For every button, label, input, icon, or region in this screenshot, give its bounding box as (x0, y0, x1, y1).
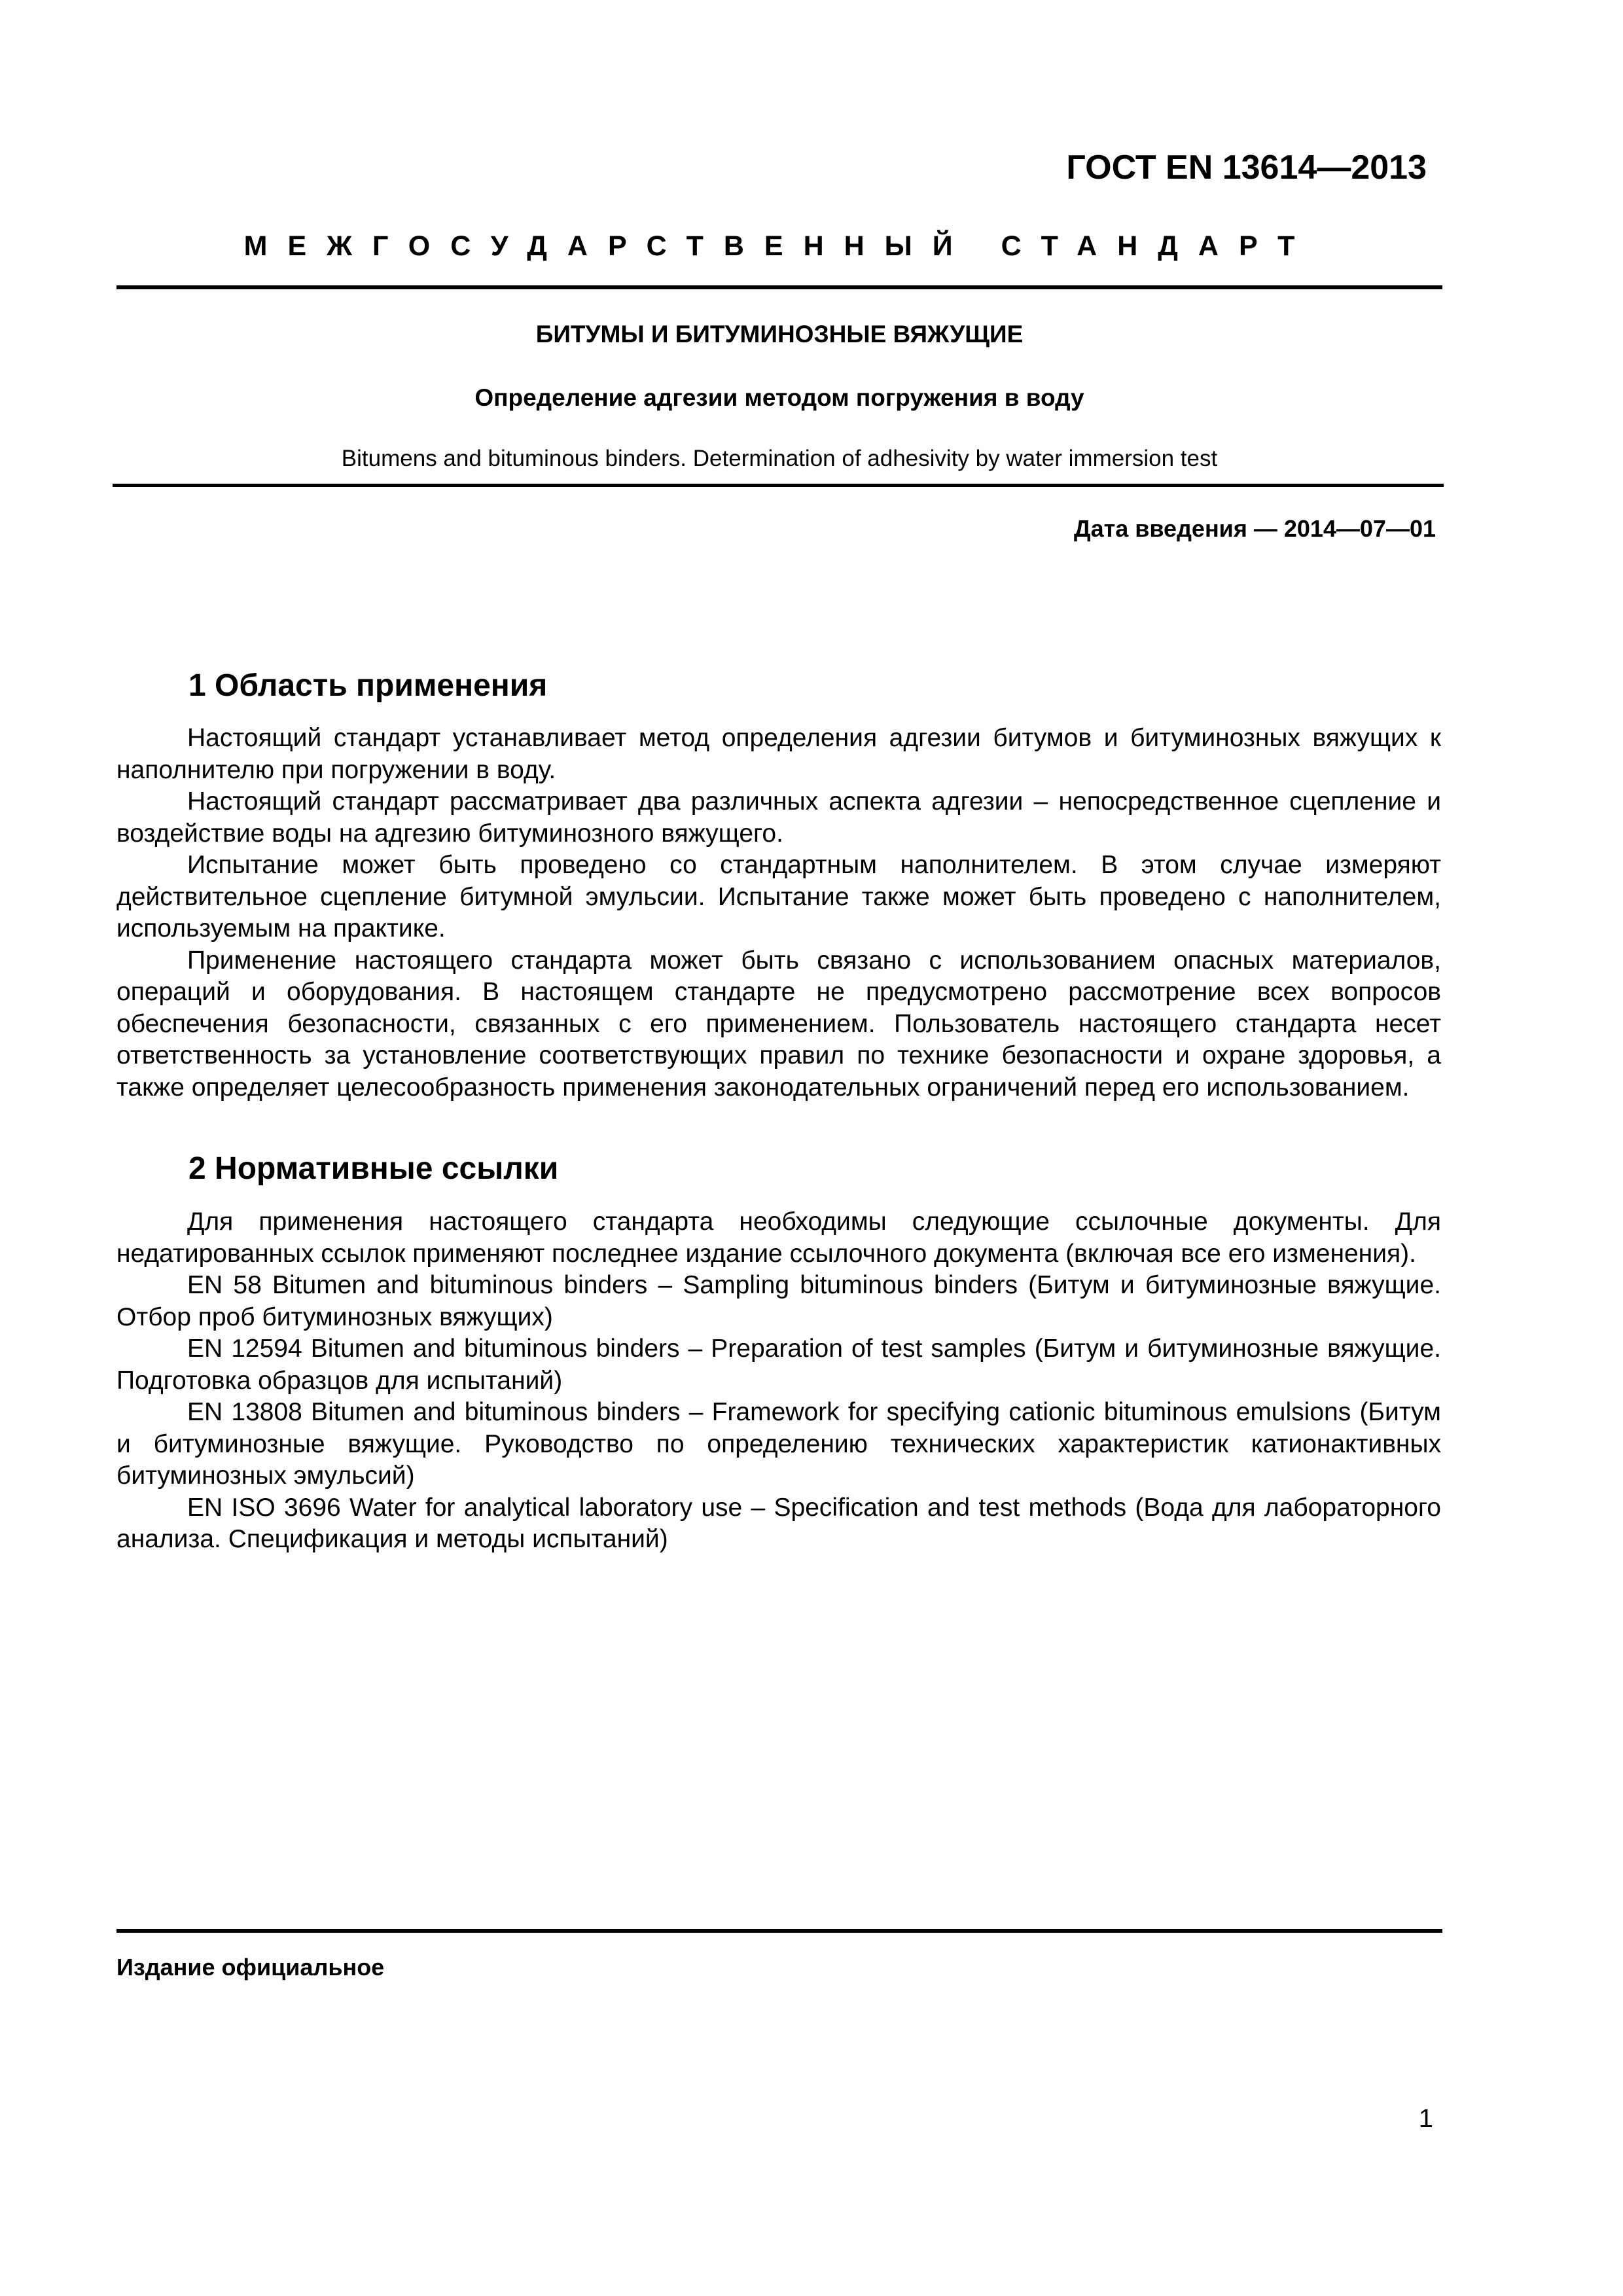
reference-item: EN 13808 Bitumen and bituminous binders – Framework for specifying cationic bituminous emulsions (Битум и битуминозные вяжущие. Руководство по определению технических характеристик катионактивных битуминозных эмульсий) (116, 1398, 1441, 1490)
section-body-scope (116, 723, 1441, 1103)
paragraph: Настоящий стандарт рассматривает два различных аспекта адгезии – непосредственное сцепление и воздействие воды на адгезию битуминозного вяжущего. (116, 787, 1441, 848)
reference-item: EN 58 Bitumen and bituminous binders – Sampling bituminous binders (Битум и битуминозные вяжущие. Отбор проб битуминозных вяжущих) (116, 1271, 1441, 1331)
paragraph: Для применения настоящего стандарта необходимы следующие ссылочные документы. Для недатированных ссылок применяют последнее издание ссылочного документа (включая все его изменения). (116, 1208, 1441, 1268)
introduction-date: Дата введения — 2014—07—01 (1073, 515, 1436, 542)
page-number: 1 (1418, 2104, 1433, 2133)
section-body-normative-references (116, 1206, 1441, 1556)
standard-type: МЕЖГОСУДАРСТВЕННЫЙ СТАНДАРТ (243, 230, 1315, 262)
title-rule (113, 484, 1444, 487)
reference-item: EN 12594 Bitumen and bituminous binders – Preparation of test samples (Битум и битуминозные вяжущие. Подготовка образцов для испытаний) (116, 1335, 1441, 1395)
section-heading-scope: 1 Область применения (188, 668, 548, 703)
document-title: БИТУМЫ И БИТУМИНОЗНЫЕ ВЯЖУЩИЕ (535, 321, 1024, 348)
footer-rule (116, 1929, 1442, 1933)
document-subtitle: Определение адгезии методом погружения в воду (474, 384, 1084, 411)
english-title: Bitumens and bituminous binders. Determination of adhesivity by water immersion test (341, 446, 1218, 471)
section-heading-normative-references: 2 Нормативные ссылки (188, 1151, 559, 1186)
header-rule (116, 285, 1442, 289)
edition-label: Издание официальное (116, 1954, 385, 1981)
paragraph: Применение настоящего стандарта может быть связано с использованием опасных материалов, операций и оборудования. В настоящем стандарте не предусмотрено рассмотрение всех вопросов обеспечения безопасности, связанных с его применением. Пользователь настоящего стандарта несет ответственность за установление соответствующих правил по технике безопасности и охране здоровья, а также определяет целесообразность применения законодательных ограничений перед его использованием. (116, 946, 1441, 1102)
reference-item: EN ISO 3696 Water for analytical laboratory use – Specification and test methods (Вода для лабораторного анализа. Спецификация и методы испытаний) (116, 1493, 1441, 1553)
paragraph: Настоящий стандарт устанавливает метод определения адгезии битумов и битуминозных вяжущих к наполнителю при погружении в воду. (116, 724, 1441, 784)
document-code: ГОСТ EN 13614—2013 (1066, 149, 1427, 187)
paragraph: Испытание может быть проведено со стандартным наполнителем. В этом случае измеряют действительное сцепление битумной эмульсии. Испытание также может быть проведено с наполнителем, используемым на практике. (116, 851, 1441, 942)
